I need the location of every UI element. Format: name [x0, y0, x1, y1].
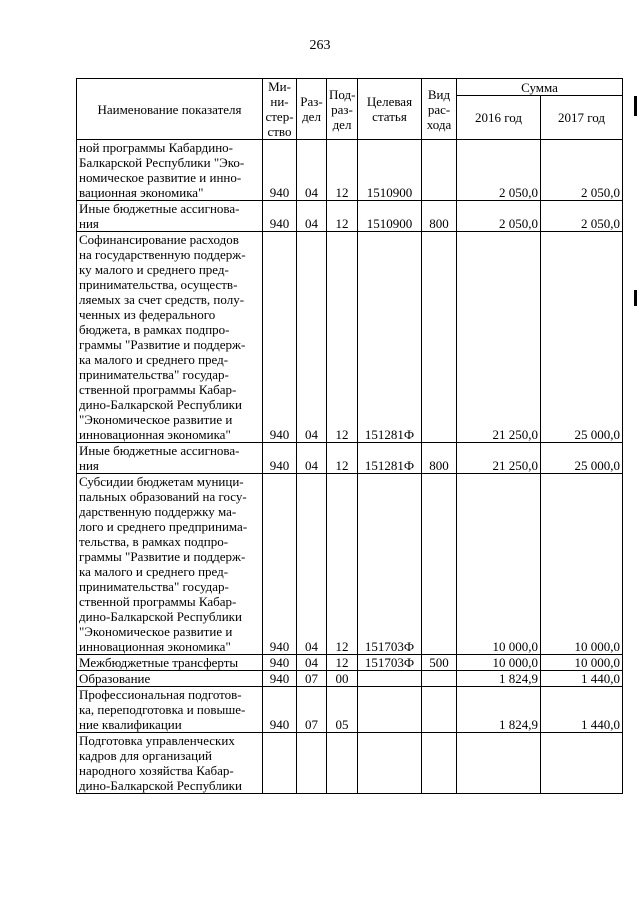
cell-name: Субсидии бюджетам муници- пальных образований на госу- дарственную поддержку ма- лого и среднего предпринима- тельства, в рамках подпро- граммы "Развитие и поддерж- ка малого и среднего пред- принимательства" государ- ственной программы Кабар- дино-Балкарской Республики "Экономическое развитие и инновационная экономика" [77, 474, 263, 655]
cell-ministry: 940 [263, 671, 297, 687]
table-row [77, 474, 623, 655]
table-row [77, 671, 623, 687]
budget-table [76, 78, 623, 794]
header-ministry: Ми- ни- стер- ство [263, 79, 297, 140]
cell-ministry: 940 [263, 443, 297, 474]
cell-target: 151281Ф [358, 443, 422, 474]
cell-subsection: 12 [327, 140, 358, 201]
cell-ministry: 940 [263, 655, 297, 671]
cell-subsection: 12 [327, 443, 358, 474]
cell-expense-type [422, 671, 457, 687]
cell-target [358, 671, 422, 687]
cell-sum-2017: 1 440,0 [541, 687, 623, 733]
cell-expense-type: 500 [422, 655, 457, 671]
cell-sum-2016: 1 824,9 [457, 671, 541, 687]
cell-ministry: 940 [263, 687, 297, 733]
cell-section: 04 [297, 201, 327, 232]
header-section: Раз- дел [297, 79, 327, 140]
cell-expense-type [422, 733, 457, 794]
cell-subsection: 00 [327, 671, 358, 687]
cell-name: Иные бюджетные ассигнова- ния [77, 201, 263, 232]
cell-sum-2017: 2 050,0 [541, 140, 623, 201]
table-row [77, 140, 623, 201]
cell-sum-2017: 1 440,0 [541, 671, 623, 687]
cell-ministry: 940 [263, 201, 297, 232]
table-row [77, 733, 623, 794]
cell-target: 1510900 [358, 140, 422, 201]
cell-ministry: 940 [263, 140, 297, 201]
cell-ministry: 940 [263, 232, 297, 443]
cell-subsection: 12 [327, 232, 358, 443]
header-year-2017: 2017 год [541, 96, 623, 140]
table-row [77, 443, 623, 474]
cell-sum-2016: 2 050,0 [457, 201, 541, 232]
table-row [77, 655, 623, 671]
cell-name: ной программы Кабардино- Балкарской Республики "Эко- номическое развитие и инно- вационная экономика" [77, 140, 263, 201]
cell-ministry [263, 733, 297, 794]
cell-sum-2016: 10 000,0 [457, 655, 541, 671]
cell-sum-2017: 10 000,0 [541, 474, 623, 655]
cell-name: Софинансирование расходов на государственную поддерж- ку малого и среднего пред- принимательства, осуществ- ляемых за счет средств, полу- ченных из федерального бюджета, в рамках подпро- граммы "Развитие и поддерж- ка малого и среднего пред- принимательства" государ- ственной программы Кабар- дино-Балкарской Республики "Экономическое развитие и инновационная экономика" [77, 232, 263, 443]
cell-subsection [327, 733, 358, 794]
cell-sum-2017: 25 000,0 [541, 232, 623, 443]
cell-section: 04 [297, 474, 327, 655]
header-subsection: Под- раз- дел [327, 79, 358, 140]
cell-sum-2017: 2 050,0 [541, 201, 623, 232]
cell-section: 04 [297, 232, 327, 443]
header-year-2016: 2016 год [457, 96, 541, 140]
cell-expense-type: 800 [422, 443, 457, 474]
cell-sum-2016: 21 250,0 [457, 232, 541, 443]
table-row [77, 201, 623, 232]
table-body [77, 140, 623, 794]
cell-sum-2016: 10 000,0 [457, 474, 541, 655]
cell-sum-2017: 25 000,0 [541, 443, 623, 474]
cell-section: 04 [297, 655, 327, 671]
cell-name: Подготовка управленческих кадров для организаций народного хозяйства Кабар- дино-Балкарской Республики [77, 733, 263, 794]
cell-ministry: 940 [263, 474, 297, 655]
cell-expense-type [422, 474, 457, 655]
cell-section [297, 733, 327, 794]
cell-target [358, 733, 422, 794]
cell-expense-type [422, 232, 457, 443]
cell-target: 151703Ф [358, 474, 422, 655]
cell-subsection: 12 [327, 201, 358, 232]
cell-sum-2016: 21 250,0 [457, 443, 541, 474]
cell-expense-type: 800 [422, 201, 457, 232]
cell-target [358, 687, 422, 733]
cell-subsection: 05 [327, 687, 358, 733]
header-sum: Сумма [457, 79, 623, 96]
cell-expense-type [422, 140, 457, 201]
cell-name: Иные бюджетные ассигнова- ния [77, 443, 263, 474]
cell-sum-2016: 2 050,0 [457, 140, 541, 201]
table-row [77, 232, 623, 443]
cell-sum-2017 [541, 733, 623, 794]
cell-expense-type [422, 687, 457, 733]
cell-section: 07 [297, 687, 327, 733]
cell-sum-2017: 10 000,0 [541, 655, 623, 671]
cell-section: 04 [297, 140, 327, 201]
cell-sum-2016: 1 824,9 [457, 687, 541, 733]
header-target: Целевая статья [358, 79, 422, 140]
cell-subsection: 12 [327, 655, 358, 671]
page-number: 263 [309, 38, 331, 53]
header-expense-type: Вид рас- хода [422, 79, 457, 140]
cell-section: 07 [297, 671, 327, 687]
scan-edge-mark [634, 96, 637, 116]
header-name: Наименование показателя [77, 79, 263, 140]
cell-target: 151703Ф [358, 655, 422, 671]
cell-sum-2016 [457, 733, 541, 794]
cell-section: 04 [297, 443, 327, 474]
cell-name: Образование [77, 671, 263, 687]
table-row [77, 687, 623, 733]
cell-target: 151281Ф [358, 232, 422, 443]
cell-name: Межбюджетные трансферты [77, 655, 263, 671]
cell-subsection: 12 [327, 474, 358, 655]
cell-target: 1510900 [358, 201, 422, 232]
cell-name: Профессиональная подготов- ка, переподготовка и повыше- ние квалификации [77, 687, 263, 733]
scan-edge-mark [634, 290, 637, 306]
